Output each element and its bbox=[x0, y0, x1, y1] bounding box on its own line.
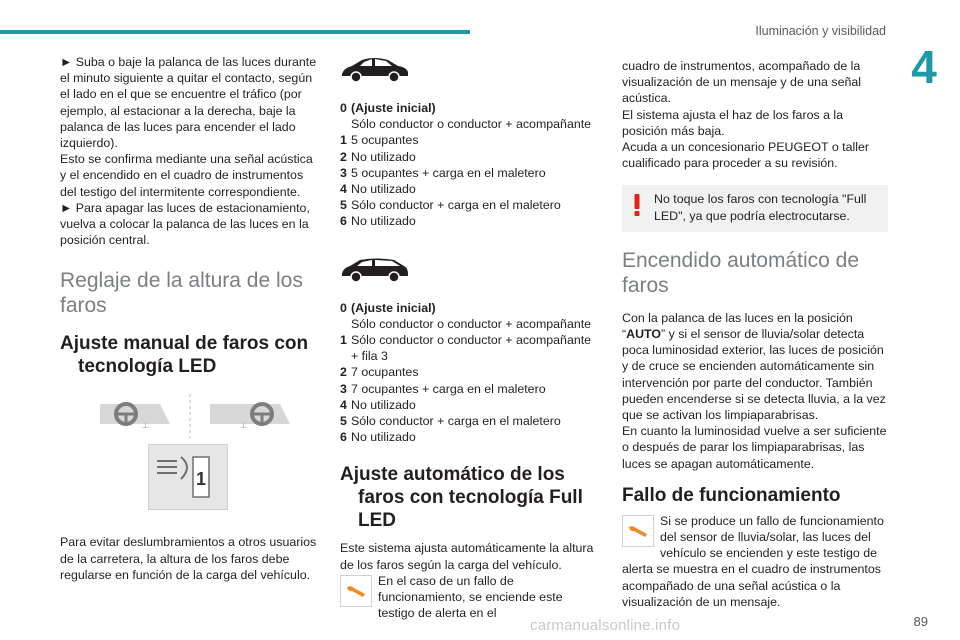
paragraph: cuadro de instrumentos, acompañado de la visualización de un mensaje y de una señal acústica. bbox=[622, 59, 862, 106]
subsection-heading bbox=[340, 463, 602, 532]
paragraph: Esto se confirma mediante una señal acústica y el encendido en el cuadro de instrumentos del testigo del intermitente correspondiente. bbox=[60, 152, 313, 199]
column-3 bbox=[622, 58, 888, 610]
column-1 bbox=[60, 54, 322, 583]
list-item: 4 No utilizado bbox=[340, 182, 416, 197]
paragraph: Si se produce un fallo de funcionamiento del sensor de lluvia/solar, las luces del vehículo se encienden y este testigo de alerta se muestra en el cuadro de instrumentos acompañado de una señal acústica o la visualización de un mensaje. bbox=[622, 513, 884, 609]
steering-wheel-icon bbox=[90, 394, 310, 438]
warning-exclamation-icon bbox=[634, 194, 640, 216]
paragraph: ► Para apagar las luces de estacionamiento, vuelva a colocar la palanca de las luces en la posición central. bbox=[60, 200, 310, 248]
paragraph: En el caso de un fallo de funcionamiento, se enciende este testigo de alerta en el bbox=[378, 573, 563, 621]
paragraph: En cuanto la luminosidad vuelve a ser suficiente o después de parar los limpiaparabrisas, las luces se apagan automáticamente. bbox=[622, 424, 887, 471]
heading-line: faros con tecnología Full bbox=[358, 487, 583, 509]
paragraph: Con la palanca de las luces en la posición “AUTO” y si el sensor de lluvia/solar detecta poca luminosidad exterior, las luces de posición y de cruce se encienden automáticamente sin intervención por parte del conductor. También pueden encenderse si se detecta lluvia, a la vez que se activan los limpiaparabrisas. bbox=[622, 310, 886, 423]
heading-line: Ajuste manual de faros con bbox=[60, 333, 309, 355]
warning-box bbox=[622, 185, 888, 231]
column-2 bbox=[340, 54, 602, 621]
section-heading: Reglaje de la altura de los faros bbox=[60, 269, 303, 318]
list-item: 1 5 ocupantes bbox=[340, 133, 419, 148]
list-item: 6 No utilizado bbox=[340, 430, 416, 445]
headlamp-figure bbox=[60, 378, 322, 512]
auto-label: AUTO bbox=[626, 327, 662, 342]
chapter-number: 4 bbox=[911, 41, 937, 93]
list-item: 4 No utilizado bbox=[340, 397, 416, 412]
alert-paragraph bbox=[622, 513, 888, 610]
subsection-heading bbox=[60, 332, 322, 378]
watermark: carmanualsonline.info bbox=[530, 617, 681, 634]
heading-line: tecnología LED bbox=[78, 356, 217, 378]
list-item: 5 Sólo conductor + carga en el maletero bbox=[340, 198, 561, 213]
list-item-sub: Sólo conductor o conductor + acompañante bbox=[351, 316, 592, 331]
list-item-sub: Sólo conductor o conductor + acompañante bbox=[351, 117, 592, 132]
alert-paragraph bbox=[340, 573, 602, 622]
list-item-sub: + fila 3 bbox=[351, 349, 388, 364]
paragraph: Este sistema ajusta automáticamente la altura de los faros según la carga del vehículo. bbox=[340, 541, 594, 572]
paragraph: Para evitar deslumbramientos a otros usuarios de la carretera, la altura de los faros debe regularse en función de la carga del vehículo. bbox=[60, 535, 317, 582]
heading-line: Ajuste automático de los bbox=[340, 464, 565, 486]
warning-text: No toque los faros con tecnología "Full LED", ya que podría electrocutarse. bbox=[654, 192, 867, 223]
list-item: 2 7 ocupantes bbox=[340, 365, 419, 380]
paragraph: ► Suba o baje la palanca de las luces durante el minuto siguiente a quitar el contacto, según el lado en el que se encuentre el tráfico (por ejemplo, al estacionar a la derecha, baje la palanca de las luces para encender el lado izquierdo). bbox=[60, 55, 317, 151]
heading-line: LED bbox=[358, 510, 396, 532]
dial-number: 1 bbox=[195, 469, 207, 490]
car-suv-icon bbox=[340, 54, 410, 84]
list-item: 3 7 ocupantes + carga en el maletero bbox=[340, 381, 546, 396]
list-item: 6 No utilizado bbox=[340, 214, 416, 229]
load-setting-list bbox=[340, 100, 602, 230]
header-accent-bar bbox=[0, 30, 470, 34]
section-heading: Encendido automático de faros bbox=[622, 248, 859, 297]
wrench-alert-icon bbox=[340, 575, 372, 607]
wrench-alert-icon bbox=[622, 515, 654, 547]
list-item: 0 (Ajuste inicial) bbox=[340, 101, 436, 115]
list-item: 2 No utilizado bbox=[340, 149, 416, 164]
list-item: 5 Sólo conductor + carga en el maletero bbox=[340, 414, 561, 429]
paragraph: Acuda a un concesionario PEUGEOT o taller cualificado para proceder a su revisión. bbox=[622, 140, 870, 171]
list-item: 0 (Ajuste inicial) bbox=[340, 300, 436, 315]
paragraph: El sistema ajusta el haz de los faros a la posición más baja. bbox=[622, 107, 844, 138]
headlamp-dial-panel bbox=[148, 444, 228, 510]
list-item: 3 5 ocupantes + carga en el maletero bbox=[340, 165, 546, 180]
subsection-heading: Fallo de funcionamiento bbox=[622, 484, 841, 506]
list-item: 1 Sólo conductor o conductor + acompañante bbox=[340, 333, 592, 348]
page-number: 89 bbox=[913, 614, 928, 629]
car-mpv-icon bbox=[340, 254, 410, 284]
load-setting-list bbox=[340, 300, 602, 446]
headlight-icon bbox=[149, 445, 229, 511]
svg-text:⊥: ⊥ bbox=[240, 421, 247, 431]
header-title: Iluminación y visibilidad bbox=[755, 24, 886, 38]
svg-text:⊥: ⊥ bbox=[142, 421, 149, 431]
